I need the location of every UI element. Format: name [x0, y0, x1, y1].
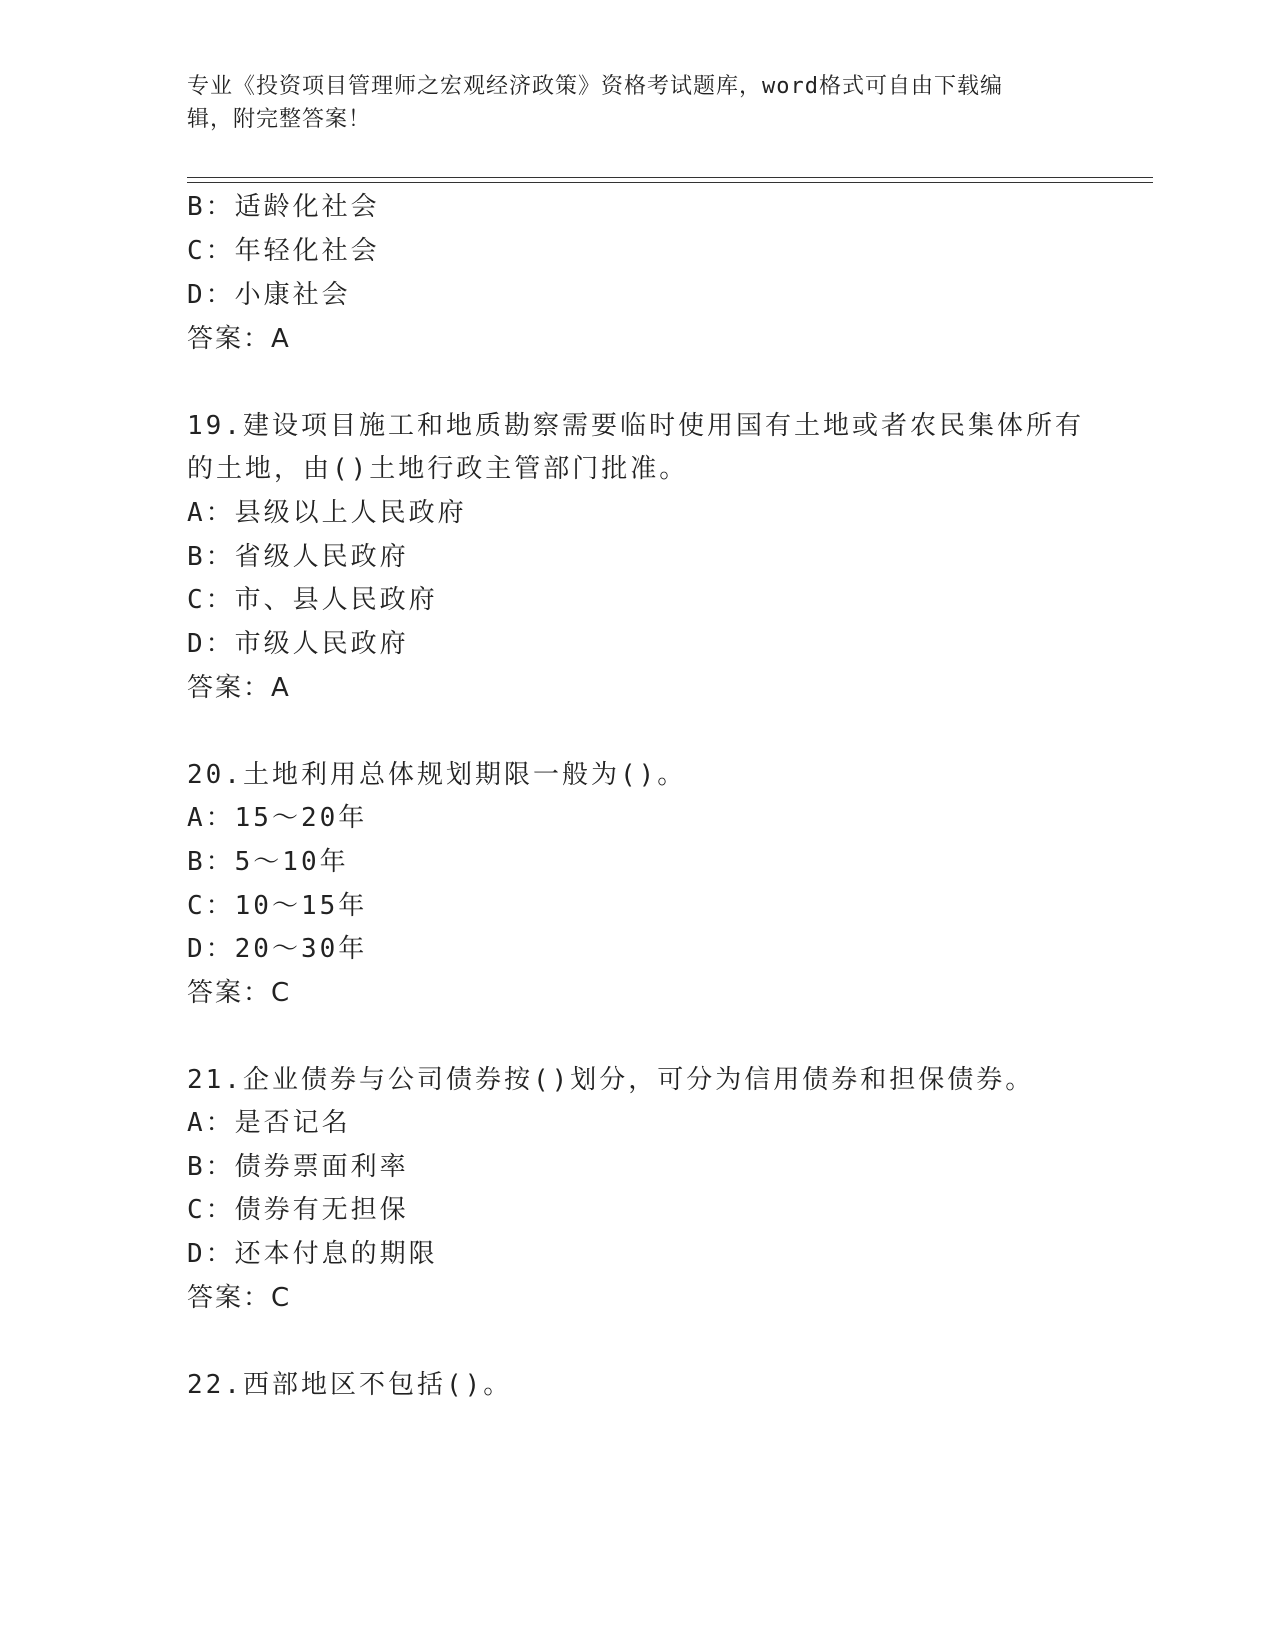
q20-option-b: B：5～10年 [187, 847, 349, 877]
header-line-1: 专业《投资项目管理师之宏观经济政策》资格考试题库，word格式可自由下载编 [187, 74, 1003, 99]
q19-stem-line-2: 的土地，由()土地行政主管部门批准。 [187, 454, 689, 484]
header-divider-top [187, 177, 1153, 178]
q20-option-d: D：20～30年 [187, 934, 368, 964]
document-header [187, 70, 1067, 136]
q19-option-d: D：市级人民政府 [187, 629, 409, 659]
q18-option-d: D：小康社会 [187, 280, 351, 310]
header-line-2: 辑，附完整答案！ [187, 107, 372, 132]
header-divider-bottom [187, 182, 1153, 183]
q20-stem: 20.土地利用总体规划期限一般为()。 [187, 760, 687, 790]
q18-option-c: C：年轻化社会 [187, 236, 380, 266]
q21-option-c: C：债券有无担保 [187, 1195, 409, 1225]
q19-option-c: C：市、县人民政府 [187, 585, 438, 615]
q19-stem-line-1: 19.建设项目施工和地质勘察需要临时使用国有土地或者农民集体所有 [187, 411, 1084, 441]
q19-option-b: B：省级人民政府 [187, 542, 409, 572]
q21-option-b: B：债券票面利率 [187, 1152, 409, 1182]
q18-answer: 答案：A [187, 324, 291, 354]
q20-answer: 答案：C [187, 978, 292, 1008]
q22-stem: 22.西部地区不包括()。 [187, 1370, 513, 1400]
q21-stem: 21.企业债券与公司债券按()划分，可分为信用债券和担保债券。 [187, 1065, 1035, 1095]
q20-option-c: C：10～15年 [187, 891, 368, 921]
q21-option-d: D：还本付息的期限 [187, 1239, 438, 1269]
q20-option-a: A：15～20年 [187, 803, 368, 833]
q21-option-a: A：是否记名 [187, 1108, 351, 1138]
q19-answer: 答案：A [187, 673, 291, 703]
q18-option-b: B：适龄化社会 [187, 192, 380, 222]
q19-option-a: A：县级以上人民政府 [187, 498, 467, 528]
q21-answer: 答案：C [187, 1283, 292, 1313]
